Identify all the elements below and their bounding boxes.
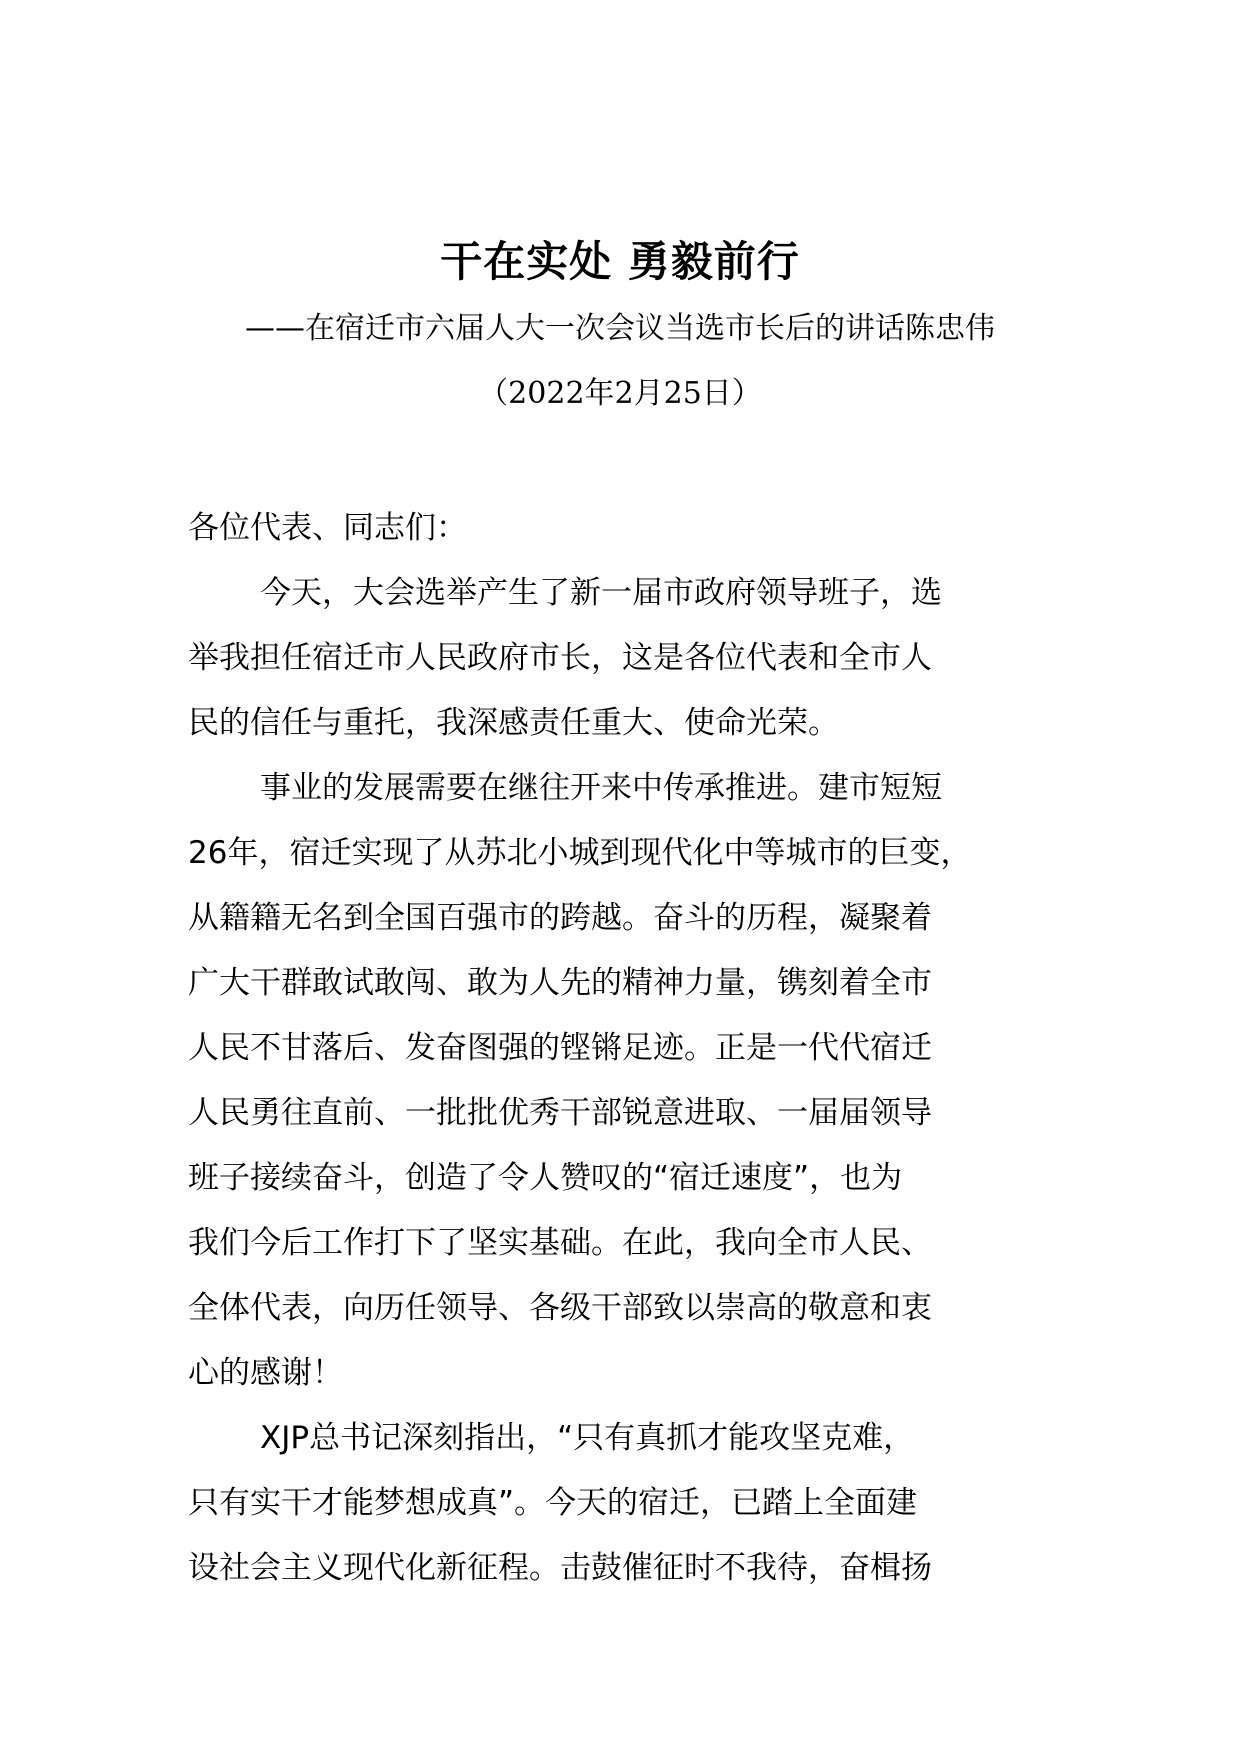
document-date: （2022年2月25日） [478, 376, 762, 411]
paragraph-line: 举我担任宿迁市人民政府市长，这是各位代表和全市人 [188, 640, 932, 676]
paragraph-line: 事业的发展需要在继往开来中传承推进。建市短短 [260, 770, 942, 806]
paragraph-1 [188, 561, 1088, 756]
paragraph-line: 班子接续奋斗，创造了令人赞叹的“宿迁速度”，也为 [188, 1160, 903, 1196]
document-body [188, 496, 1088, 1601]
paragraph-line: XJP总书记深刻指出，“只有真抓才能攻坚克难， [260, 1420, 915, 1456]
paragraph-line: 全体代表，向历任领导、各级干部致以崇高的敬意和衷 [188, 1290, 932, 1326]
paragraph-3 [188, 1406, 1088, 1601]
paragraph-line: 26年，宿迁实现了从苏北小城到现代化中等城市的巨变， [188, 835, 972, 871]
paragraph-line: 民的信任与重托，我深感责任重大、使命光荣。 [188, 705, 839, 741]
paragraph-line: 只有实干才能梦想成真”。今天的宿迁，已踏上全面建 [188, 1485, 918, 1521]
document-title: 干在实处 勇毅前行 [440, 237, 800, 286]
salutation: 各位代表、同志们： [188, 510, 467, 546]
paragraph-line: 我们今后工作打下了坚实基础。在此，我向全市人民、 [188, 1225, 932, 1261]
paragraph-line: 设社会主义现代化新征程。击鼓催征时不我待，奋楫扬 [188, 1550, 932, 1586]
document-subtitle: ——在宿迁市六届人大一次会议当选市长后的讲话陈忠伟 [245, 311, 995, 346]
paragraph-line: 今天，大会选举产生了新一届市政府领导班子，选 [260, 575, 942, 611]
paragraph-2 [188, 756, 1088, 1406]
paragraph-line: 广大干群敢试敢闯、敢为人先的精神力量，镌刻着全市 [188, 965, 932, 1001]
paragraph-line: 人民不甘落后、发奋图强的铿锵足迹。正是一代代宿迁 [188, 1030, 932, 1066]
paragraph-line: 从籍籍无名到全国百强市的跨越。奋斗的历程，凝聚着 [188, 900, 932, 936]
paragraph-line: 心的感谢！ [188, 1355, 343, 1391]
paragraph-line: 人民勇往直前、一批批优秀干部锐意进取、一届届领导 [188, 1095, 932, 1131]
